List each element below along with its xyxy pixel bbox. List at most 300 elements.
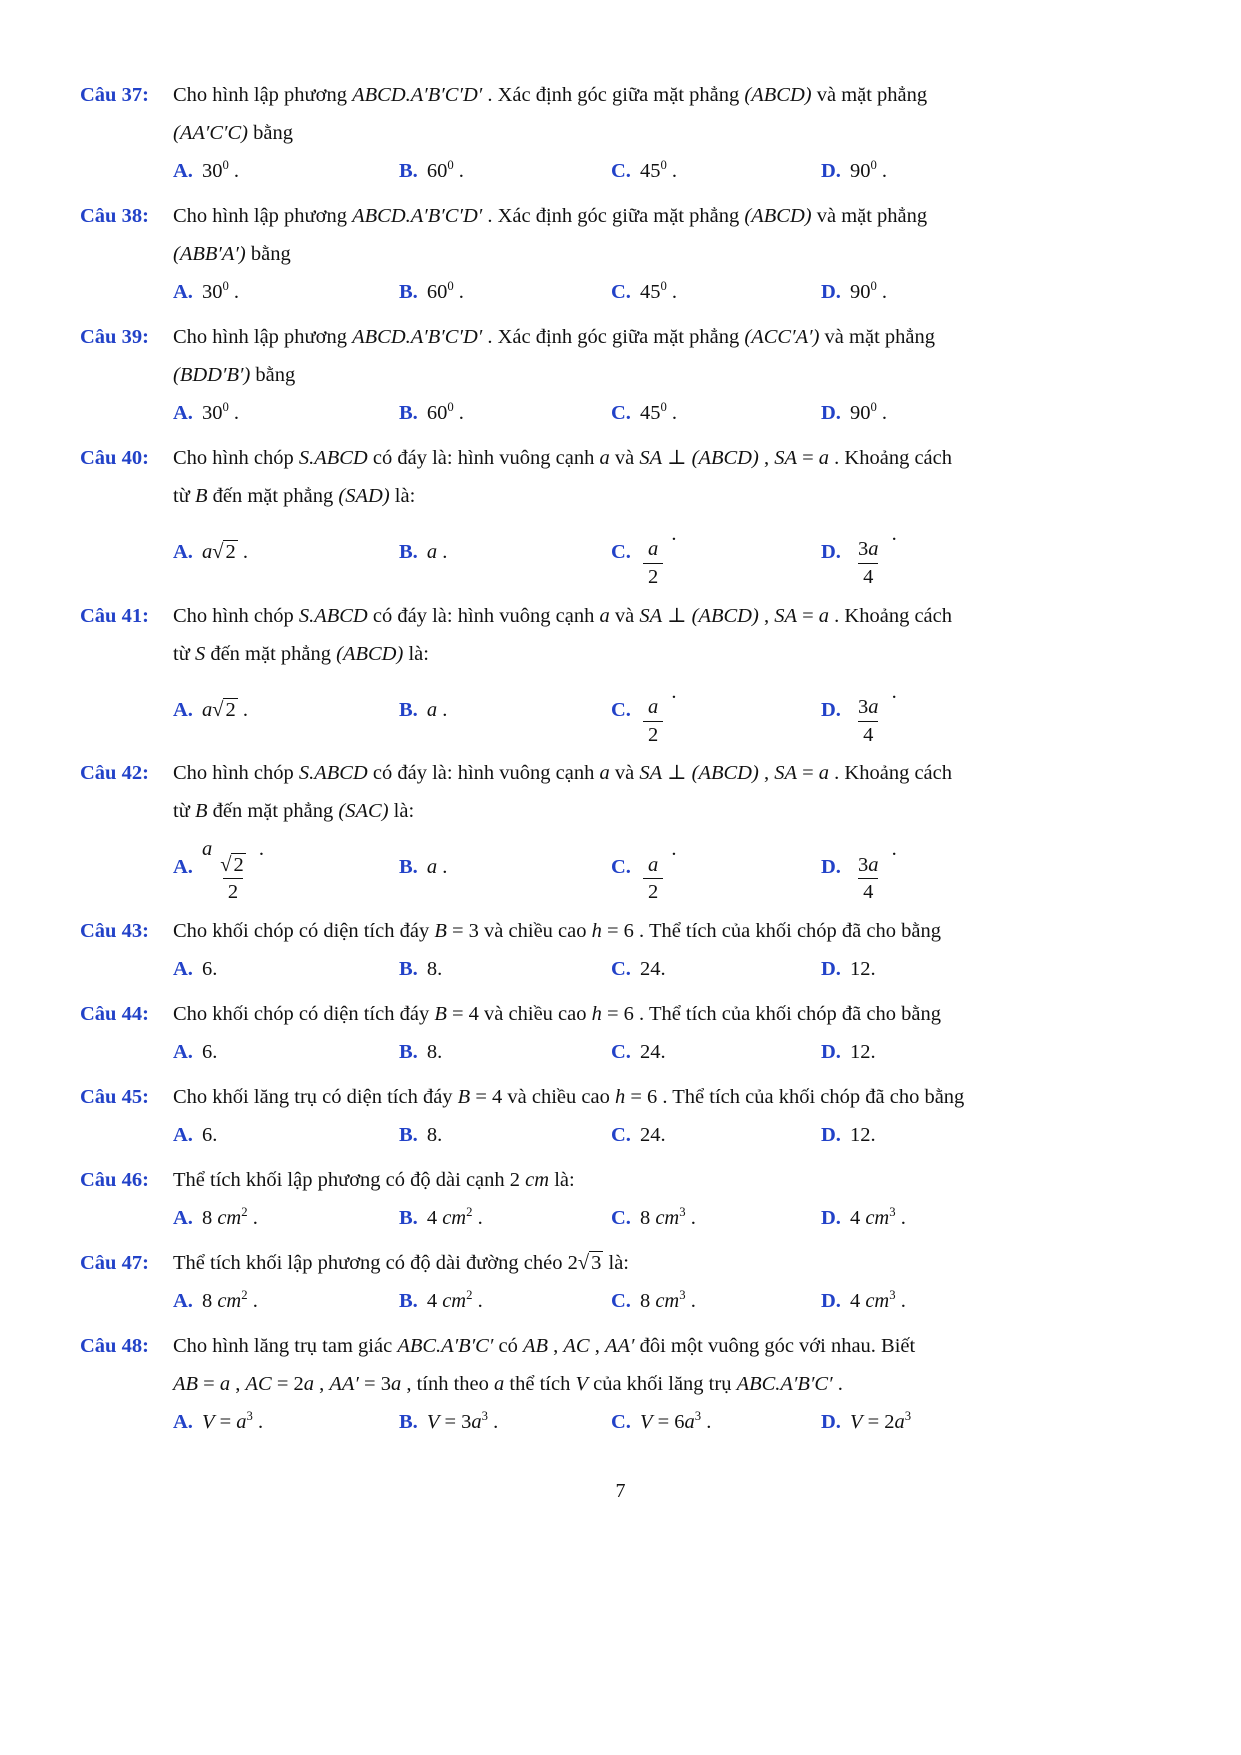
text-segment: có đáy là: hình vuông cạnh — [367, 762, 600, 785]
math-segment: a — [426, 856, 438, 879]
text-segment: = 6 — [652, 1410, 685, 1433]
math-segment: SA — [639, 762, 663, 785]
question-text — [173, 912, 1165, 950]
option-c-letter: C. — [611, 541, 631, 564]
math-segment: SA — [774, 762, 797, 785]
question-42 — [80, 754, 1165, 905]
question-options — [173, 515, 1165, 590]
option-c-value — [640, 273, 677, 311]
option-a-letter: A. — [173, 698, 193, 721]
option-c — [611, 673, 821, 748]
fraction-numerator — [643, 537, 663, 563]
text-segment: 8. — [426, 1040, 443, 1063]
math-segment: SA — [639, 447, 663, 469]
question-main — [173, 1244, 1165, 1320]
text-segment: 4 — [863, 565, 874, 588]
option-d-letter: D. — [821, 1040, 841, 1063]
option-d — [821, 1199, 1165, 1237]
math-segment: a — [868, 695, 879, 718]
text-segment: 8 — [639, 1289, 656, 1312]
superscript: 3 — [679, 1287, 686, 1302]
option-c-letter: C. — [611, 856, 631, 879]
text-segment: = 4 và chiều cao — [470, 1085, 615, 1108]
option-d-letter: D. — [821, 957, 841, 980]
option-c-letter: C. — [611, 1040, 631, 1063]
text-segment: . — [228, 402, 240, 424]
option-d-value — [850, 830, 897, 905]
option-b-value — [427, 1199, 483, 1237]
math-segment: a — [647, 538, 659, 561]
text-segment: 6. — [201, 957, 218, 980]
text-segment: . — [472, 1289, 483, 1312]
text-segment: có đáy là: hình vuông cạnh — [367, 604, 600, 627]
superscript: 0 — [222, 400, 229, 415]
option-d-value — [850, 1403, 911, 1441]
math-segment: cm — [525, 1168, 550, 1191]
option-c — [611, 830, 821, 905]
math-segment: ABCD.A′B′C′D′ — [352, 84, 483, 106]
option-c-value — [640, 1282, 696, 1320]
option-b — [399, 848, 611, 886]
text-segment: = 2 — [271, 1372, 304, 1395]
text-segment: ⊥ — [662, 604, 692, 627]
option-a — [173, 1282, 399, 1320]
text-segment: , — [758, 604, 775, 627]
text-segment: . — [832, 1372, 843, 1395]
option-c-value — [640, 950, 666, 988]
option-d-value — [850, 394, 887, 432]
question-label: Câu 44: — [80, 1002, 149, 1025]
fraction-denominator — [858, 878, 878, 905]
question-45 — [80, 1078, 1165, 1154]
text-segment: và mặt phẳng — [819, 326, 935, 348]
question-main — [173, 439, 1165, 590]
question-text — [173, 995, 1165, 1033]
math-segment: h — [591, 1002, 602, 1025]
option-c-letter: C. — [611, 698, 631, 721]
text-segment: . — [666, 838, 677, 861]
text-segment: = — [796, 604, 819, 627]
text-segment: Thể tích khối lập phương có độ dài cạnh 2 — [173, 1168, 526, 1191]
option-d — [821, 273, 1165, 311]
fraction — [853, 695, 884, 747]
option-d-letter: D. — [821, 1289, 841, 1312]
text-segment: . — [253, 838, 264, 861]
superscript: 0 — [870, 279, 877, 294]
question-label: Câu 45: — [80, 1085, 149, 1108]
question-options — [173, 830, 1165, 905]
option-b-value — [427, 950, 442, 988]
option-c — [611, 273, 821, 311]
text-segment: Cho khối lăng trụ có diện tích đáy — [173, 1085, 458, 1108]
fraction-denominator — [858, 721, 878, 748]
math-segment: h — [591, 919, 602, 942]
text-segment: từ — [173, 642, 195, 665]
option-a-value — [202, 394, 239, 432]
text-segment: 30 — [201, 402, 223, 424]
text-segment: Cho hình chóp — [173, 762, 299, 785]
superscript: 0 — [447, 158, 454, 173]
math-segment: (ABCD) — [691, 447, 759, 469]
option-d-value — [850, 273, 887, 311]
fraction-numerator — [853, 853, 884, 879]
option-a-value — [202, 1033, 217, 1071]
text-segment: và — [609, 447, 640, 469]
text-segment: Cho khối chóp có diện tích đáy — [173, 919, 435, 942]
option-d — [821, 515, 1165, 590]
math-segment: cm — [655, 1206, 680, 1229]
radical-icon: √ — [577, 1251, 590, 1274]
text-segment: = 3 — [358, 1372, 391, 1395]
option-a-value — [202, 1282, 258, 1320]
text-segment: 4 — [849, 1206, 866, 1229]
radicand: 2 — [225, 698, 236, 721]
math-segment: S.ABCD — [298, 604, 368, 627]
fraction — [643, 537, 663, 589]
text-segment: 3 — [857, 853, 869, 876]
superscript: 0 — [870, 400, 877, 415]
fraction-denominator — [643, 878, 663, 905]
text-segment: và — [609, 762, 640, 785]
text-segment: 8. — [426, 1123, 443, 1146]
superscript: 3 — [904, 1408, 912, 1423]
math-segment: (SAC) — [338, 800, 389, 823]
question-options — [173, 673, 1165, 748]
option-b-letter: B. — [399, 1410, 418, 1433]
option-d-value — [850, 673, 897, 748]
option-b-value — [427, 533, 448, 571]
text-segment: . — [886, 523, 897, 545]
text-segment: 24. — [639, 957, 666, 980]
math-segment: cm — [442, 1206, 467, 1229]
math-segment: SA — [774, 604, 797, 627]
fraction — [643, 853, 663, 905]
text-segment: 24. — [639, 1123, 666, 1146]
option-c-value — [640, 1116, 666, 1154]
option-a-value — [202, 533, 248, 571]
text-segment: 90 — [849, 281, 871, 303]
question-label: Câu 40: — [80, 447, 149, 469]
question-options — [173, 1116, 1165, 1154]
text-segment: . — [666, 160, 678, 182]
fraction — [853, 853, 884, 905]
question-40 — [80, 439, 1165, 590]
option-d-letter: D. — [821, 1123, 841, 1146]
text-segment: đến mặt phẳng — [207, 800, 339, 823]
option-c — [611, 515, 821, 590]
option-b-value — [427, 1282, 483, 1320]
option-d-letter: D. — [821, 856, 841, 879]
math-segment: ABCD.A′B′C′D′ — [352, 326, 483, 348]
option-c-letter: C. — [611, 402, 631, 424]
question-main — [173, 1161, 1165, 1237]
option-b-letter: B. — [399, 281, 418, 303]
question-label: Câu 41: — [80, 604, 149, 627]
math-segment: V — [201, 1410, 215, 1433]
text-segment: , — [589, 1334, 605, 1357]
text-segment: = 2 — [862, 1410, 895, 1433]
question-46 — [80, 1161, 1165, 1237]
option-b-value — [427, 1033, 442, 1071]
text-segment: 30 — [201, 281, 223, 303]
text-segment: 2 — [647, 565, 659, 588]
math-segment: ABCD.A′B′C′D′ — [352, 205, 483, 227]
superscript: 0 — [222, 279, 229, 294]
text-segment: đôi một vuông góc với nhau. Biết — [634, 1334, 916, 1357]
text-segment: đến mặt phẳng — [205, 642, 337, 665]
option-c-letter: C. — [611, 957, 631, 980]
option-c-letter: C. — [611, 1123, 631, 1146]
option-b-letter: B. — [399, 541, 418, 564]
sqrt-expression — [212, 533, 238, 571]
text-segment: 4 — [863, 881, 874, 904]
question-48 — [80, 1327, 1165, 1441]
option-a-value — [202, 1403, 263, 1441]
text-segment: . — [895, 1289, 906, 1312]
text-segment: của khối lăng trụ — [587, 1372, 737, 1395]
text-segment: . — [247, 1289, 258, 1312]
math-segment: a — [236, 1410, 247, 1433]
superscript: 0 — [660, 279, 667, 294]
text-segment: 45 — [639, 281, 661, 303]
text-segment: . Khoảng cách — [829, 762, 952, 785]
option-b-letter: B. — [399, 698, 418, 721]
text-segment: . — [237, 698, 248, 721]
math-segment: AA′ — [329, 1372, 359, 1395]
page-number: 7 — [615, 1480, 626, 1502]
text-segment: . — [453, 160, 464, 182]
option-a — [173, 533, 399, 571]
math-segment: (BDD′B′) — [173, 364, 251, 386]
math-segment: a — [426, 698, 438, 721]
option-c — [611, 1199, 821, 1237]
text-segment: ⊥ — [662, 447, 692, 469]
text-segment: Thể tích khối lập phương có độ dài đường chéo 2 — [173, 1251, 578, 1274]
option-b — [399, 152, 611, 190]
option-d-value — [850, 1116, 876, 1154]
superscript: 0 — [660, 400, 667, 415]
text-segment: . — [228, 281, 240, 303]
option-d-letter: D. — [821, 698, 841, 721]
question-text — [173, 754, 1165, 830]
text-segment: . — [247, 1206, 258, 1229]
math-segment: a — [494, 1372, 505, 1395]
text-segment: , — [548, 1334, 564, 1357]
fraction-denominator — [858, 563, 878, 590]
question-label: Câu 39: — [80, 326, 149, 348]
option-a-letter: A. — [173, 541, 193, 564]
math-segment: (ACC′A′) — [744, 326, 820, 348]
question-main — [173, 754, 1165, 905]
text-segment: . — [876, 402, 888, 424]
math-segment: B — [434, 1002, 447, 1025]
text-segment: 60 — [426, 281, 448, 303]
text-segment: 6. — [201, 1123, 218, 1146]
text-segment: . Khoảng cách — [829, 447, 952, 469]
option-a-value — [202, 691, 248, 729]
text-segment: = — [796, 762, 819, 785]
text-segment: . — [472, 1206, 483, 1229]
text-segment: 2 — [647, 881, 659, 904]
option-d-value — [850, 950, 876, 988]
text-segment: 60 — [426, 402, 448, 424]
math-segment: a — [818, 762, 830, 785]
option-b-letter: B. — [399, 856, 418, 879]
option-c-value — [640, 1199, 696, 1237]
fraction-numerator — [643, 695, 663, 721]
question-text — [173, 1161, 1165, 1199]
option-a-value — [202, 273, 239, 311]
text-segment: Cho hình lăng trụ tam giác — [173, 1334, 398, 1357]
text-segment: . — [453, 281, 464, 303]
math-segment: a — [818, 447, 830, 469]
option-c — [611, 1116, 821, 1154]
option-d — [821, 1033, 1165, 1071]
text-segment: . — [886, 838, 897, 861]
text-segment: 2 — [227, 881, 239, 904]
text-segment: 8. — [426, 957, 443, 980]
text-segment: . Xác định góc giữa mặt phẳng — [482, 84, 745, 106]
text-segment: = 6 . Thể tích của khối chóp đã cho bằng — [601, 1002, 941, 1025]
math-segment: (SAD) — [338, 485, 390, 507]
option-d-letter: D. — [821, 541, 841, 564]
option-a — [173, 830, 399, 905]
option-a-value — [202, 830, 264, 905]
text-segment: . — [488, 1410, 499, 1433]
math-segment: a — [426, 541, 438, 564]
question-text — [173, 1327, 1165, 1403]
question-main — [173, 912, 1165, 988]
text-segment: đến mặt phẳng — [207, 485, 339, 507]
text-segment: . — [666, 402, 678, 424]
math-segment: (ABCD) — [691, 762, 759, 785]
option-b-letter: B. — [399, 1123, 418, 1146]
text-segment: 6. — [201, 1040, 218, 1063]
math-segment: S.ABCD — [298, 762, 368, 785]
option-b-value — [427, 273, 464, 311]
text-segment: , — [758, 762, 775, 785]
text-segment: ⊥ — [662, 762, 692, 785]
option-c-value — [640, 152, 677, 190]
radical-icon: √ — [212, 541, 224, 564]
math-segment: cm — [865, 1289, 890, 1312]
superscript: 3 — [246, 1408, 253, 1423]
math-segment: a — [684, 1410, 695, 1433]
superscript: 0 — [447, 279, 454, 294]
sqrt-expression — [578, 1244, 604, 1282]
option-c-letter: C. — [611, 1289, 631, 1312]
question-text — [173, 197, 1165, 273]
text-segment: và mặt phẳng — [811, 205, 928, 227]
question-label: Câu 46: — [80, 1168, 149, 1191]
math-segment: S.ABCD — [298, 447, 368, 469]
text-segment: . — [886, 680, 897, 703]
superscript: 3 — [889, 1287, 896, 1302]
option-b — [399, 1403, 611, 1441]
text-segment: 90 — [849, 402, 871, 424]
superscript: 3 — [481, 1408, 489, 1423]
math-segment: V — [849, 1410, 863, 1433]
text-segment: . — [453, 402, 464, 424]
option-c-value — [640, 1033, 666, 1071]
fraction — [643, 695, 663, 747]
question-43 — [80, 912, 1165, 988]
option-a — [173, 1403, 399, 1441]
text-segment: . Xác định góc giữa mặt phẳng — [482, 326, 745, 348]
text-segment: là: — [388, 800, 415, 823]
option-a — [173, 1033, 399, 1071]
option-d-letter: D. — [821, 1206, 841, 1229]
math-segment: a — [647, 853, 659, 876]
text-segment: 2 — [647, 723, 659, 746]
math-segment: cm — [217, 1206, 242, 1229]
math-segment: a — [303, 1372, 314, 1395]
math-segment: a — [201, 838, 213, 861]
text-segment: . Xác định góc giữa mặt phẳng — [482, 205, 745, 227]
option-a — [173, 691, 399, 729]
text-segment: từ — [173, 800, 195, 823]
fraction-numerator — [853, 537, 884, 563]
question-37 — [80, 76, 1165, 190]
math-segment: AA′ — [604, 1334, 635, 1357]
option-d — [821, 950, 1165, 988]
math-segment: cm — [217, 1289, 242, 1312]
option-a — [173, 273, 399, 311]
option-d-letter: D. — [821, 1410, 841, 1433]
question-options — [173, 950, 1165, 988]
option-d — [821, 1403, 1165, 1441]
question-text — [173, 597, 1165, 673]
question-options — [173, 1199, 1165, 1237]
option-d-value — [850, 1033, 876, 1071]
math-segment: (ABCD) — [744, 84, 812, 106]
radicand: 2 — [225, 541, 236, 564]
fraction-numerator — [215, 853, 251, 879]
text-segment: = 6 . Thể tích của khối chóp đã cho bằng — [601, 919, 941, 942]
question-options — [173, 273, 1165, 311]
option-b — [399, 1199, 611, 1237]
question-label: Câu 48: — [80, 1334, 149, 1357]
text-segment: , — [314, 1372, 330, 1395]
question-options — [173, 1403, 1165, 1441]
option-c-letter: C. — [611, 281, 631, 303]
text-segment: thể tích — [504, 1372, 576, 1395]
option-c-value — [640, 515, 677, 590]
option-d — [821, 830, 1165, 905]
text-segment: có đáy là: hình vuông cạnh — [367, 447, 600, 469]
option-c — [611, 1403, 821, 1441]
text-segment: . — [685, 1206, 696, 1229]
math-segment: (ABCD) — [691, 604, 759, 627]
sqrt-expression — [212, 691, 238, 729]
superscript: 2 — [466, 1204, 473, 1219]
text-segment: Cho hình lập phương — [173, 205, 353, 227]
text-segment: , tính theo — [401, 1372, 495, 1395]
math-segment: V — [639, 1410, 653, 1433]
text-segment: là: — [603, 1251, 629, 1274]
math-segment: a — [818, 604, 830, 627]
question-38 — [80, 197, 1165, 311]
option-b-letter: B. — [399, 1206, 418, 1229]
option-b — [399, 394, 611, 432]
option-a-letter: A. — [173, 856, 193, 879]
text-segment: Cho hình chóp — [173, 604, 299, 627]
question-main — [173, 197, 1165, 311]
math-segment: (ABCD) — [744, 205, 812, 227]
option-a-letter: A. — [173, 402, 193, 424]
superscript: 3 — [679, 1204, 686, 1219]
text-segment: 4 — [426, 1206, 443, 1229]
